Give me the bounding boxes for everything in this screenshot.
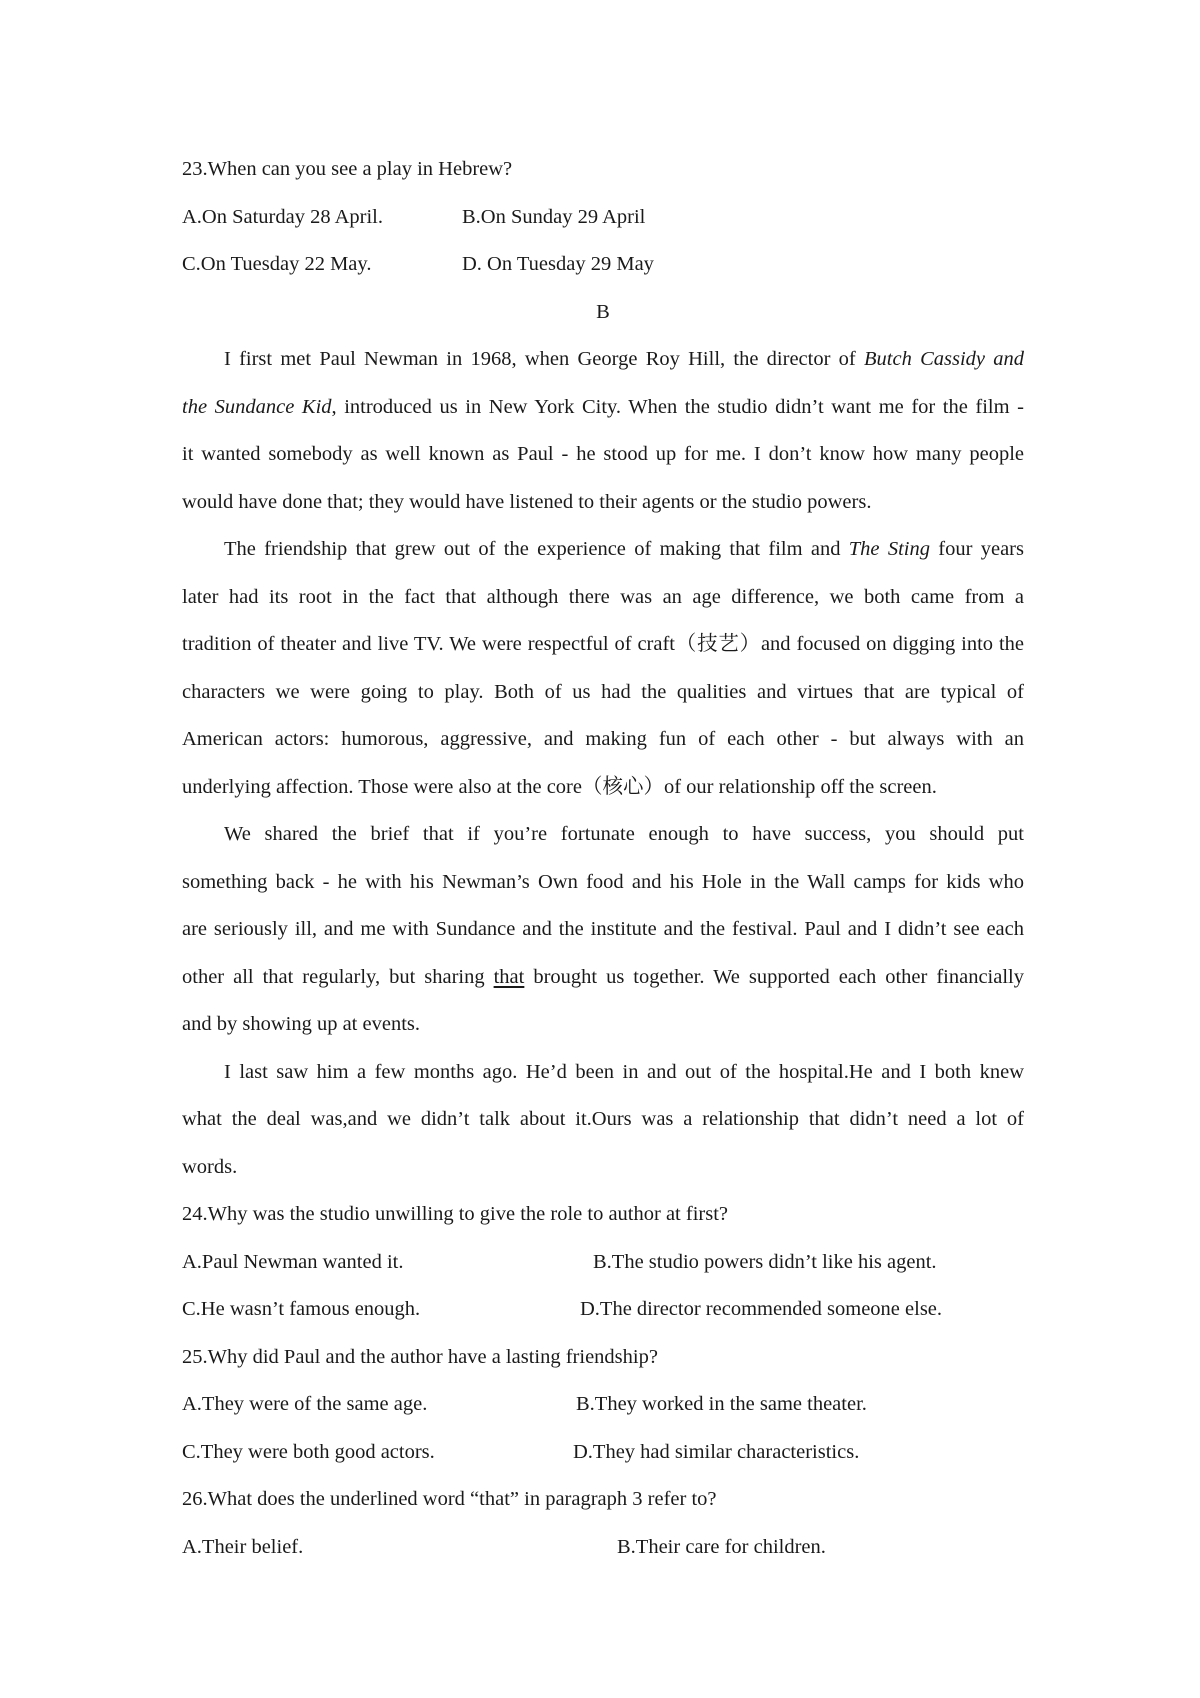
paragraph-3-line-2: something back - he with his Newman’s Own food and his Hole in the Wall camps for kids who: [182, 870, 1024, 893]
paragraph-1-line-4: would have done that; they would have listened to their agents or the studio powers.: [182, 490, 872, 513]
paragraph-3-line-1: We shared the brief that if you’re fortunate enough to have success, you should put: [224, 823, 1024, 845]
paragraph-3-line-5: and by showing up at events.: [182, 1013, 420, 1035]
option-b: B.On Sunday 29 April: [462, 205, 646, 228]
film-title: The Sting: [848, 538, 930, 560]
text-span: brought us together. We supported each other financially: [524, 965, 1024, 988]
option-b: B.They worked in the same theater.: [576, 1393, 867, 1415]
paragraph-2-line-5: American actors: humorous, aggressive, and making fun of each other - but always with an: [182, 728, 1024, 750]
text-span: four years: [929, 538, 1024, 560]
paragraph-2-line-1: [182, 526, 1024, 574]
question-23-options-row-1: [182, 194, 1024, 242]
option-c: C.He wasn’t famous enough.: [182, 1298, 421, 1320]
question-24: 24.Why was the studio unwilling to give the role to author at first?: [182, 1203, 728, 1225]
underlined-word: that: [493, 965, 525, 988]
paragraph-1-line-2: [182, 384, 1024, 432]
question-25-options-row-1: [182, 1381, 1024, 1429]
question-26: 26.What does the underlined word “that” in paragraph 3 refer to?: [182, 1488, 717, 1510]
film-title: Butch Cassidy and: [864, 348, 1024, 370]
question-25-options-row-2: [182, 1429, 1024, 1477]
paragraph-3-line-4: [182, 954, 1024, 1002]
option-a: A.Their belief.: [182, 1535, 304, 1558]
question-23-options-row-2: [182, 241, 1024, 289]
paragraph-4-line-2: what the deal was,and we didn’t talk about it.Ours was a relationship that didn’t need a lot of: [182, 1108, 1024, 1130]
paragraph-4-line-3: words.: [182, 1155, 238, 1178]
option-c: C.On Tuesday 22 May.: [182, 253, 372, 275]
option-a: A.They were of the same age.: [182, 1393, 428, 1415]
option-c: C.They were both good actors.: [182, 1440, 435, 1463]
option-a: A.On Saturday 28 April.: [182, 205, 383, 228]
paragraph-3-line-3: are seriously ill, and me with Sundance and the institute and the festival. Paul and I didn’t see each: [182, 918, 1024, 940]
question-24-options-row-2: [182, 1286, 1024, 1334]
text-span: , introduced us in New York City. When the studio didn’t want me for the film -: [331, 395, 1024, 418]
question-25: 25.Why did Paul and the author have a lasting friendship?: [182, 1345, 658, 1368]
paragraph-2-line-6: underlying affection. Those were also at the core（核心）of our relationship off the screen.: [182, 775, 937, 798]
question-23: 23.When can you see a play in Hebrew?: [182, 158, 513, 180]
paragraph-2-line-3: tradition of theater and live TV. We were respectful of craft（技艺）and focused on digging into the: [182, 633, 1024, 655]
question-24-options-row-1: [182, 1239, 1024, 1287]
question-26-options-row-1: [182, 1524, 1024, 1572]
paragraph-4-line-1: I last saw him a few months ago. He’d been in and out of the hospital.He and I both knew: [224, 1060, 1024, 1083]
paragraph-1-line-1: [182, 336, 1024, 384]
option-d: D.The director recommended someone else.: [580, 1298, 943, 1320]
paragraph-1-line-3: it wanted somebody as well known as Paul - he stood up for me. I don’t know how many people: [182, 443, 1024, 465]
option-b: B.Their care for children.: [617, 1535, 826, 1558]
text-span: The friendship that grew out of the experience of making that film and: [224, 538, 849, 560]
text-span: I first met Paul Newman in 1968, when George Roy Hill, the director of: [224, 348, 864, 370]
text-span: other all that regularly, but sharing: [182, 965, 494, 988]
paragraph-2-line-2: later had its root in the fact that although there was an age difference, we both came from a: [182, 585, 1024, 608]
option-a: A.Paul Newman wanted it.: [182, 1250, 404, 1273]
option-d: D.They had similar characteristics.: [573, 1440, 860, 1463]
paragraph-2-line-4: characters we were going to play. Both of us had the qualities and virtues that are typical of: [182, 680, 1024, 703]
option-d: D. On Tuesday 29 May: [462, 253, 654, 275]
option-b: B.The studio powers didn’t like his agent.: [593, 1250, 937, 1273]
section-label: B: [596, 300, 610, 323]
document-page: [182, 146, 1024, 1571]
film-title: the Sundance Kid: [182, 395, 332, 418]
